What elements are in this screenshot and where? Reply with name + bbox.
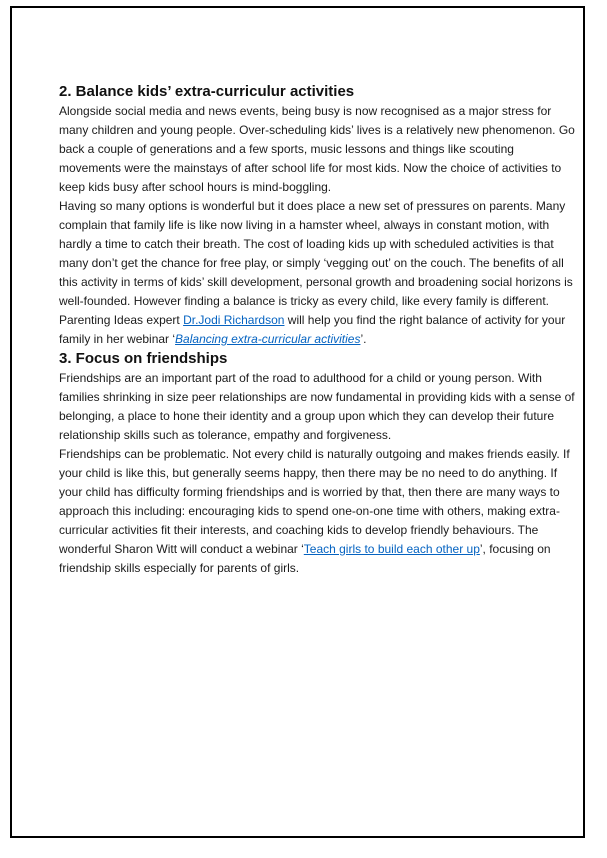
hyperlink[interactable]: Teach girls to build each other up [303,542,480,556]
heading-balance-activities: 2. Balance kids’ extra-curriculur activities [59,83,355,100]
heading-focus-friendships: 3. Focus on friendships [59,350,228,367]
document-page [10,6,585,838]
paragraph-friendships-problematic [59,445,575,578]
text-run: Friendships can be problematic. Not every child is naturally outgoing and makes friends easily. If your child is like this, but generally seems happy, then there may be no need to do anything. If your child has difficulty forming friendships and is worried by that, then there are many ways to approach this including: encouraging kids to spend one-on-one time with others, making extra-curricular activities fit their interests, and coaching kids to develop friendly behaviours. The wonderful Sharon Witt will conduct a webinar ‘ [59,447,570,556]
hyperlink[interactable]: Dr.Jodi Richardson [183,313,285,327]
hyperlink[interactable]: Balancing extra-curricular activities [175,332,361,346]
text-run: ’. [360,332,367,346]
text-run: Alongside social media and news events, being busy is now recognised as a major stress for many children and young people. Over-scheduling kids’ lives is a relatively new phenomenon. Go back a couple of generations and a few sports, music lessons and things like scouting movements were the mainstays of after school life for most kids. Now the choice of activities to keep kids busy after school hours is mind-boggling. [59,104,575,194]
text-run: Friendships are an important part of the road to adulthood for a child or young person. With families shrinking in size peer relationships are now fundamental in providing kids with a sense of belonging, a place to hone their identity and a group upon which they can develop their future relationship skills such as tolerance, empathy and forgiveness. [59,371,575,442]
paragraph-balance-webinar [59,197,575,349]
text-run: Having so many options is wonderful but it does place a new set of pressures on parents. Many complain that family life is like now living in a hamster wheel, always in constant motion, with hardly a time to catch their breath. The cost of loading kids up with scheduled activities is that many don’t get the chance for free play, or simply ‘vegging out’ on the couch. The benefits of all this activity in terms of kids’ skill development, personal growth and broadening social horizons is well-founded. However finding a balance is tricky as every child, like every family is different. Parenting Ideas expert [59,199,573,327]
text-run: will help you find the right balance of activity for your family in her webinar ‘ [59,313,566,346]
page-content [12,8,583,578]
paragraph-friendships-importance [59,369,575,445]
paragraph-overscheduling [59,102,575,197]
text-run: ’, focusing on friendship skills especially for parents of girls. [59,542,551,575]
